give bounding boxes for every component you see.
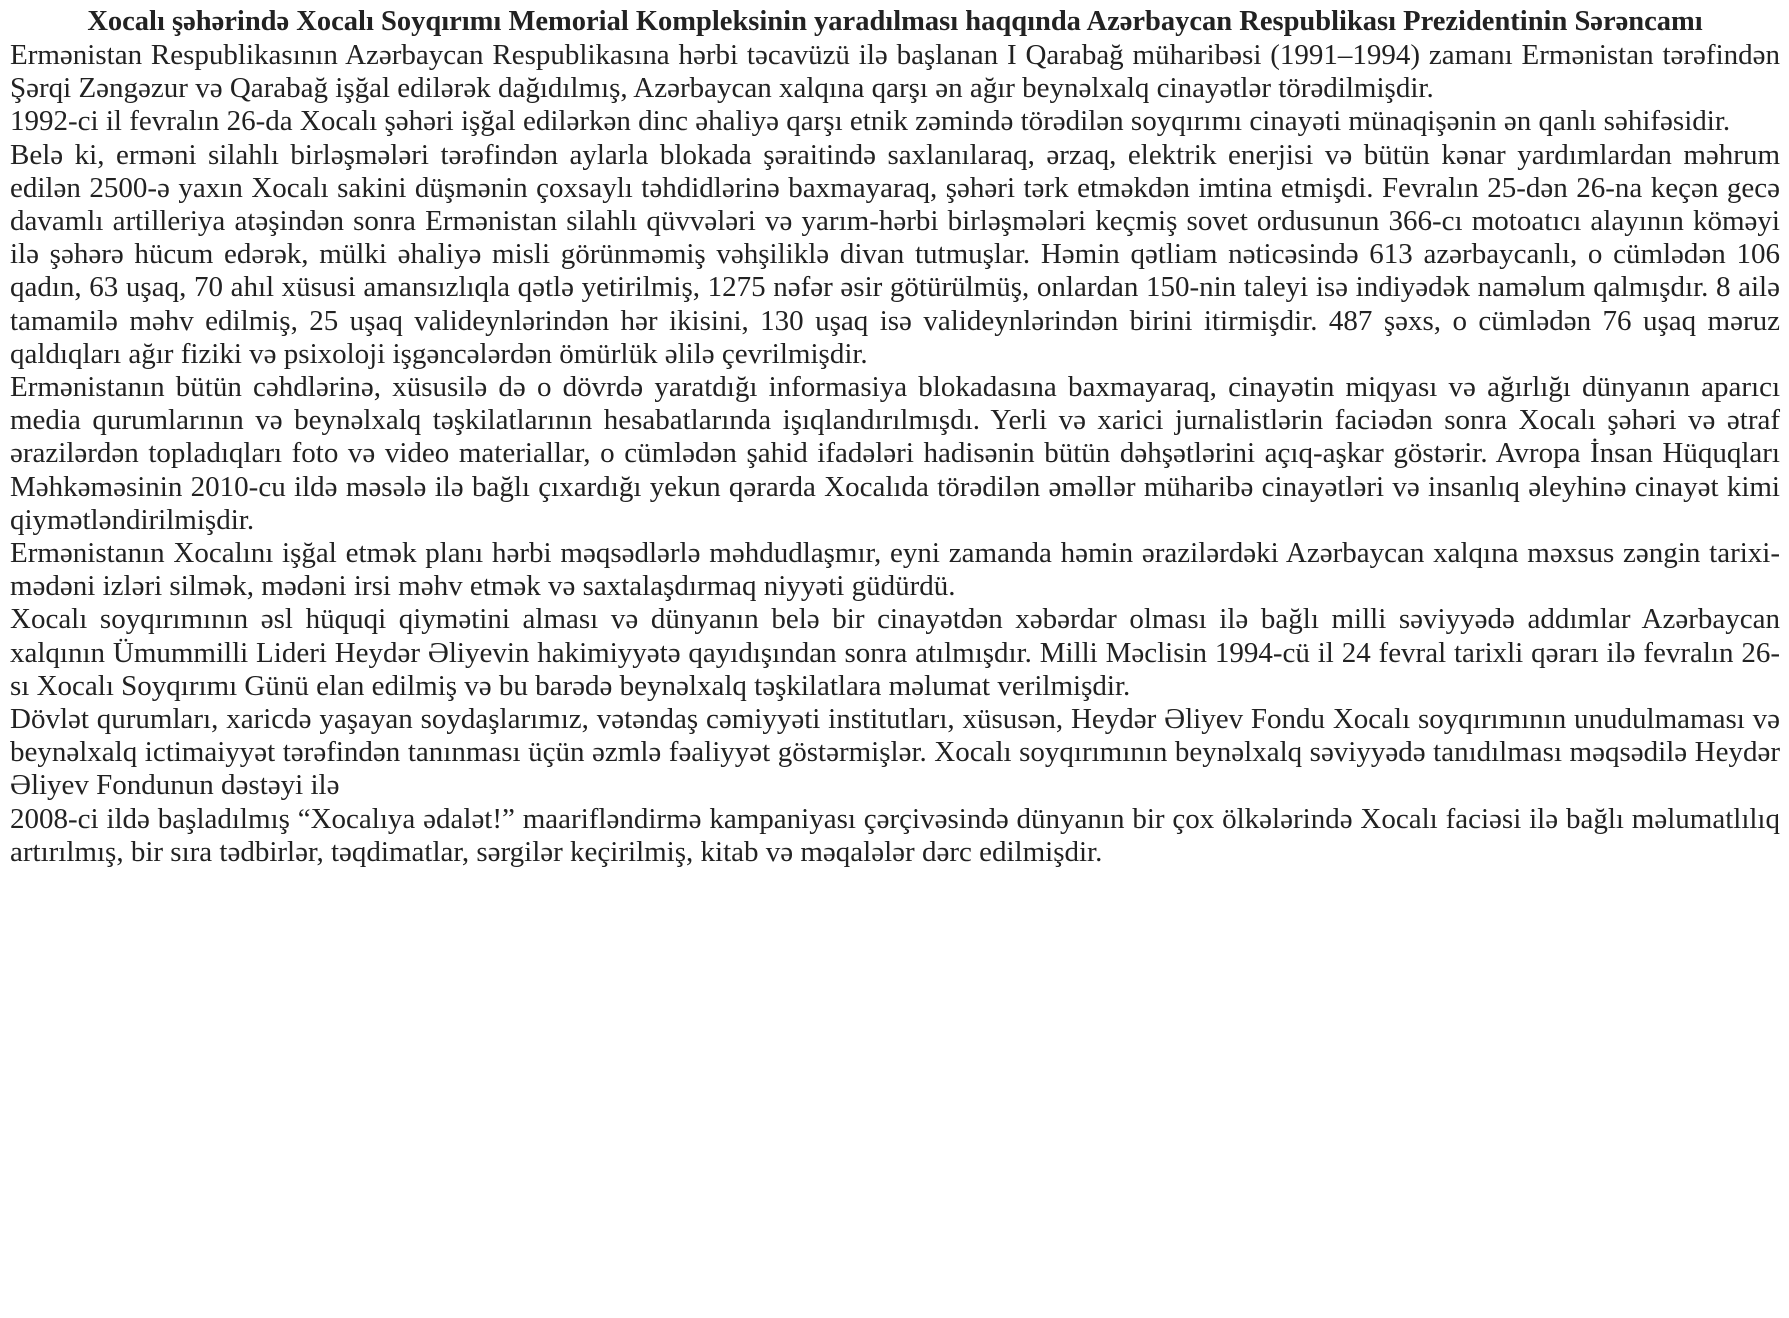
paragraph-6: Xocalı soyqırımının əsl hüquqi qiymətini alması və dünyanın belə bir cinayətdən xəbərdar olması ilə bağlı milli səviyyədə addımlar Azərbaycan xalqının Ümummilli Lideri Heydər Əliyevin hakimiyyətə qayıdışından sonra atılmışdır. Milli Məclisin 1994-cü il 24 fevral tarixli qərarı ilə fevralın 26-sı Xocalı Soyqırımı Günü elan edilmiş və bu barədə beynəlxalq təşkilatlara məlumat verilmişdir. <box>10 603 1780 702</box>
paragraph-8: 2008-ci ildə başladılmış “Xocalıya ədalət!” maarifləndirmə kampaniyası çərçivəsində dünyanın bir çox ölkələrində Xocalı faciəsi ilə bağlı məlumatlılıq artırılmış, bir sıra tədbirlər, təqdimatlar, sərgilər keçirilmiş, kitab və məqalələr dərc edilmişdir. <box>10 802 1780 868</box>
document-body <box>10 39 1780 869</box>
paragraph-1: Ermənistan Respublikasının Azərbaycan Respublikasına hərbi təcavüzü ilə başlanan I Qarabağ müharibəsi (1991–1994) zamanı Ermənistan tərəfindən Şərqi Zəngəzur və Qarabağ işğal edilərək dağıdılmış, Azərbaycan xalqına qarşı ən ağır beynəlxalq cinayətlər törədilmişdir. <box>10 39 1780 105</box>
document <box>10 6 1780 869</box>
paragraph-4: Ermənistanın bütün cəhdlərinə, xüsusilə də o dövrdə yaratdığı informasiya blokadasına baxmayaraq, cinayətin miqyası və ağırlığı dünyanın aparıcı media qurumlarının və beynəlxalq təşkilatlarının hesabatlarında işıqlandırılmışdı. Yerli və xarici jurnalistlərin faciədən sonra Xocalı şəhəri və ətraf ərazilərdən topladıqları foto və video materiallar, o cümlədən şahid ifadələri hadisənin bütün dəhşətlərini açıq-aşkar göstərir. Avropa İnsan Hüquqları Məhkəməsinin 2010-cu ildə məsələ ilə bağlı çıxardığı yekun qərarda Xocalıda törədilən əməllər müharibə cinayətləri və insanlıq əleyhinə cinayət kimi qiymətləndirilmişdir. <box>10 371 1780 536</box>
paragraph-7: Dövlət qurumları, xaricdə yaşayan soydaşlarımız, vətəndaş cəmiyyəti institutları, xüsusən, Heydər Əliyev Fondu Xocalı soyqırımının unudulmaması və beynəlxalq ictimaiyyət tərəfindən tanınması üçün əzmlə fəaliyyət göstərmişlər. Xocalı soyqırımının beynəlxalq səviyyədə tanıdılması məqsədilə Heydər Əliyev Fondunun dəstəyi ilə <box>10 703 1780 802</box>
document-title: Xocalı şəhərində Xocalı Soyqırımı Memorial Kompleksinin yaradılması haqqında Azərbaycan Respublikası Prezidentinin Sərəncamı <box>87 6 1703 37</box>
paragraph-2: 1992-ci il fevralın 26-da Xocalı şəhəri işğal edilərkən dinc əhaliyə qarşı etnik zəmində törədilən soyqırımı cinayəti münaqişənin ən qanlı səhifəsidir. <box>10 105 1731 138</box>
paragraph-5: Ermənistanın Xocalını işğal etmək planı hərbi məqsədlərlə məhdudlaşmır, eyni zamanda həmin ərazilərdəki Azərbaycan xalqına məxsus zəngin tarixi-mədəni izləri silmək, mədəni irsi məhv etmək və saxtalaşdırmaq niyyəti güdürdü. <box>10 537 1780 603</box>
paragraph-3: Belə ki, erməni silahlı birləşmələri tərəfindən aylarla blokada şəraitində saxlanılaraq, ərzaq, elektrik enerjisi və bütün kənar yardımlardan məhrum edilən 2500-ə yaxın Xocalı sakini düşmənin çoxsaylı təhdidlərinə baxmayaraq, şəhəri tərk etməkdən imtina etmişdi. Fevralın 25-dən 26-na keçən gecə davamlı artilleriya atəşindən sonra Ermənistan silahlı qüvvələri və yarım-hərbi birləşmələri keçmiş sovet ordusunun 366-cı motoatıcı alayının köməyi ilə şəhərə hücum edərək, mülki əhaliyə misli görünməmiş vəhşiliklə divan tutmuşlar. Həmin qətliam nəticəsində 613 azərbaycanlı, o cümlədən 106 qadın, 63 uşaq, 70 ahıl xüsusi amansızlıqla qətlə yetirilmiş, 1275 nəfər əsir götürülmüş, onlardan 150-nin taleyi isə indiyədək naməlum qalmışdır. 8 ailə tamamilə məhv edilmiş, 25 uşaq valideynlərindən hər ikisini, 130 uşaq isə valideynlərindən birini itirmişdir. 487 şəxs, o cümlədən 76 uşaq məruz qaldıqları ağır fiziki və psixoloji işgəncələrdən ömürlük əlilə çevrilmişdir. <box>10 138 1780 370</box>
